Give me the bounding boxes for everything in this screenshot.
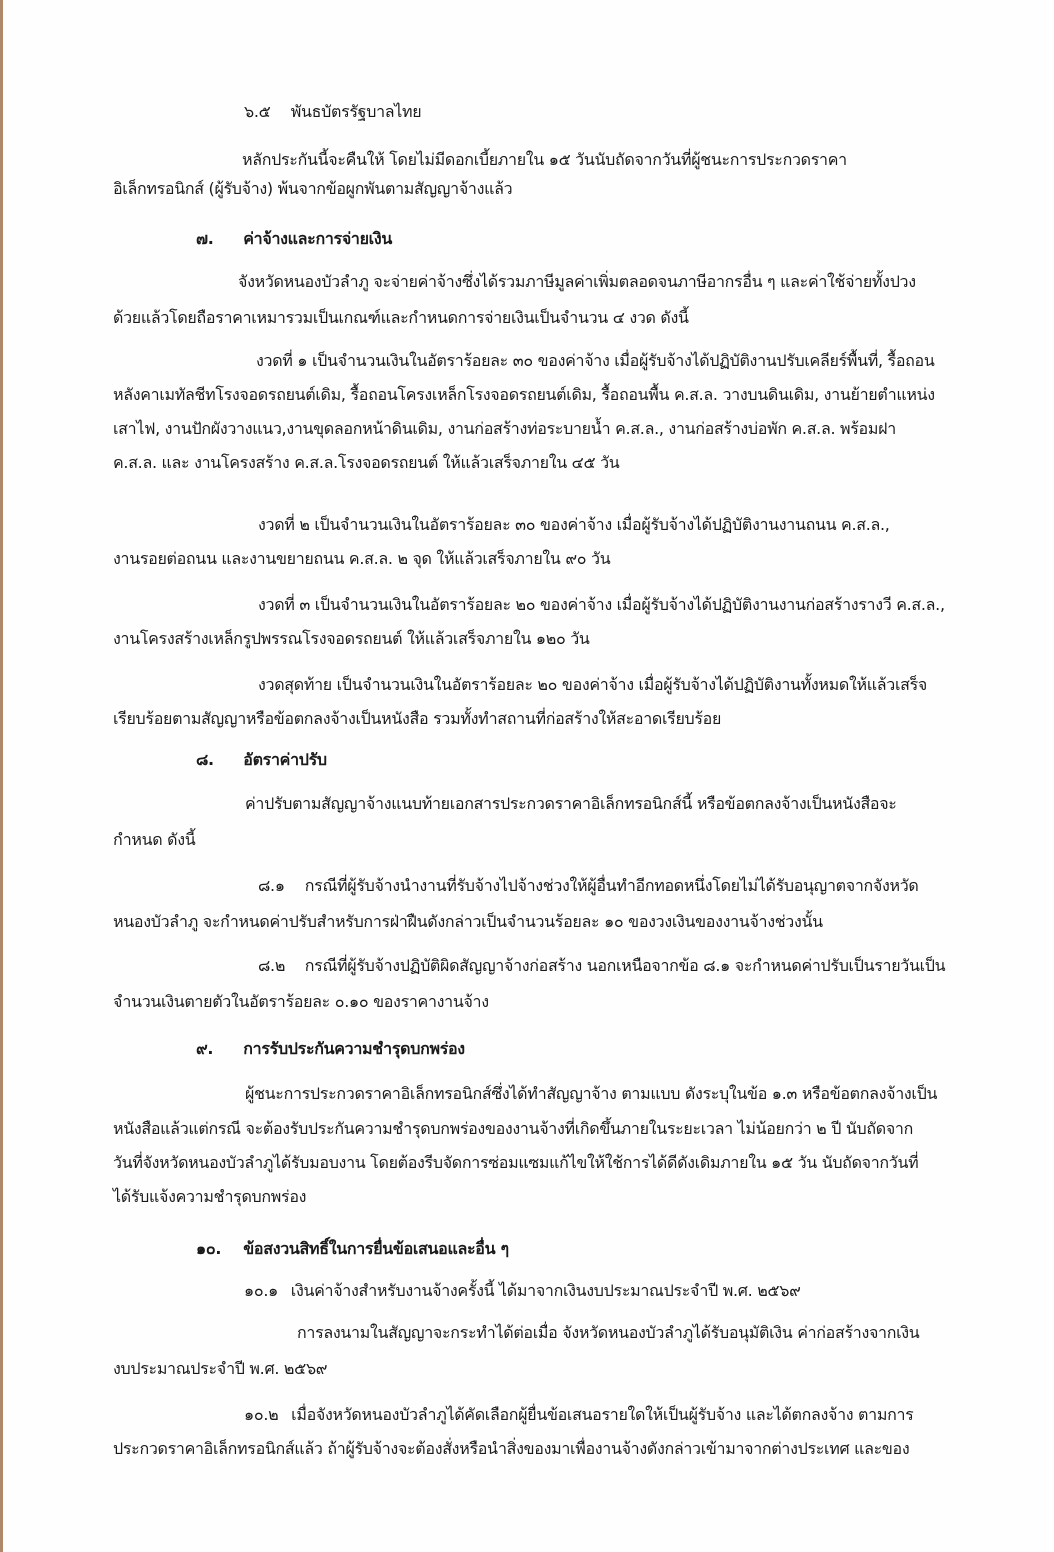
- paragraph-line: จังหวัดหนองบัวลำภู จะจ่ายค่าจ้างซึ่งได้รวมภาษีมูลค่าเพิ่มตลอดจนภาษีอากรอื่น ๆ และค่าใช้จ่ายทั้งปวง: [238, 272, 916, 291]
- section-number: ๙.: [196, 1039, 214, 1058]
- section-number: ๑๐.: [196, 1239, 222, 1258]
- section-8-1: [258, 875, 919, 897]
- paragraph-line: งวดที่ ๒ เป็นจำนวนเงินในอัตราร้อยละ ๓๐ ของค่าจ้าง เมื่อผู้รับจ้างได้ปฏิบัติงานงานถนน ค.ส.ล.,: [258, 515, 890, 534]
- paragraph-line: กำหนด ดังนี้: [113, 830, 196, 849]
- section-number: ๖.๕: [244, 102, 271, 121]
- paragraph-line: กรณีที่ผู้รับจ้างปฏิบัติผิดสัญญาจ้างก่อสร้าง นอกเหนือจากข้อ ๘.๑ จะกำหนดค่าปรับเป็นรายวันเป็น: [304, 956, 946, 975]
- paragraph-line: ค.ส.ล. และ งานโครงสร้าง ค.ส.ล.โรงจอดรถยนต์ ให้แล้วเสร็จภายใน ๔๕ วัน: [113, 453, 620, 472]
- section-10-2: [244, 1404, 913, 1426]
- paragraph-line: งบประมาณประจำปี พ.ศ. ๒๕๖๙: [113, 1359, 328, 1378]
- section-10-1: [244, 1280, 801, 1302]
- paragraph-line: หลักประกันนี้จะคืนให้ โดยไม่มีดอกเบี้ยภายใน ๑๕ วันนับถัดจากวันที่ผู้ชนะการประกวดราคา: [242, 150, 847, 169]
- section-9-heading: [196, 1038, 465, 1060]
- section-number: ๑๐.๒: [244, 1405, 279, 1424]
- section-8-heading: [196, 749, 327, 771]
- section-8-2: [258, 955, 945, 977]
- paragraph-line: จำนวนเงินตายตัวในอัตราร้อยละ ๐.๑๐ ของราคางานจ้าง: [113, 992, 489, 1011]
- paragraph-line: งานโครงสร้างเหล็กรูปพรรณโรงจอดรถยนต์ ให้แล้วเสร็จภายใน ๑๒๐ วัน: [113, 629, 590, 648]
- section-title: พันธบัตรรัฐบาลไทย: [290, 102, 422, 121]
- section-number: ๘.๒: [258, 956, 286, 975]
- section-7-heading: [196, 228, 392, 250]
- paragraph-line: อิเล็กทรอนิกส์ (ผู้รับจ้าง) พ้นจากข้อผูกพันตามสัญญาจ้างแล้ว: [113, 179, 513, 198]
- paragraph-line: งวดสุดท้าย เป็นจำนวนเงินในอัตราร้อยละ ๒๐ ของค่าจ้าง เมื่อผู้รับจ้างได้ปฏิบัติงานทั้งหมดให้แล้วเสร็จ: [258, 675, 927, 694]
- section-title: ข้อสงวนสิทธิ์ในการยื่นข้อเสนอและอื่น ๆ: [243, 1239, 509, 1258]
- section-10-heading: [196, 1238, 509, 1260]
- paragraph-line: งวดที่ ๓ เป็นจำนวนเงินในอัตราร้อยละ ๒๐ ของค่าจ้าง เมื่อผู้รับจ้างได้ปฏิบัติงานงานก่อสร้างรางวี ค.ส.ล.,: [258, 595, 945, 614]
- paragraph-line: เรียบร้อยตามสัญญาหรือข้อตกลงจ้างเป็นหนังสือ รวมทั้งทำสถานที่ก่อสร้างให้สะอาดเรียบร้อย: [113, 709, 722, 728]
- paragraph-line: เงินค่าจ้างสำหรับงานจ้างครั้งนี้ ได้มาจากเงินงบประมาณประจำปี พ.ศ. ๒๕๖๙: [290, 1281, 801, 1300]
- paragraph-line: กรณีที่ผู้รับจ้างนำงานที่รับจ้างไปจ้างช่วงให้ผู้อื่นทำอีกทอดหนึ่งโดยไม่ได้รับอนุญาตจากจังหวัด: [304, 876, 919, 895]
- paragraph-line: เสาไฟ, งานปักผังวางแนว,งานขุดลอกหน้าดินเดิม, งานก่อสร้างท่อระบายน้ำ ค.ส.ล., งานก่อสร้างบ่อพัก ค.ส.ล. พร้อมฝา: [113, 419, 896, 438]
- paragraph-line: ผู้ชนะการประกวดราคาอิเล็กทรอนิกส์ซึ่งได้ทำสัญญาจ้าง ตามแบบ ดังระบุในข้อ ๑.๓ หรือข้อตกลงจ้างเป็น: [245, 1084, 938, 1103]
- paragraph-line: งานรอยต่อถนน และงานขยายถนน ค.ส.ล. ๒ จุด ให้แล้วเสร็จภายใน ๙๐ วัน: [113, 549, 611, 568]
- paragraph-line: ประกวดราคาอิเล็กทรอนิกส์แล้ว ถ้าผู้รับจ้างจะต้องสั่งหรือนำสิ่งของมาเพื่องานจ้างดังกล่าวเข้ามาจากต่างประเทศ และของ: [113, 1439, 910, 1458]
- section-number: ๘.๑: [258, 876, 285, 895]
- section-title: ค่าจ้างและการจ่ายเงิน: [243, 229, 392, 248]
- paragraph-line: วันที่จังหวัดหนองบัวลำภูได้รับมอบงาน โดยต้องรีบจัดการซ่อมแซมแก้ไขให้ใช้การได้ดีดังเดิมภายใน ๑๕ วัน นับถัดจากวันที่: [113, 1153, 919, 1172]
- section-number: ๗.: [196, 229, 214, 248]
- paragraph-line: หนองบัวลำภู จะกำหนดค่าปรับสำหรับการฝ่าฝืนดังกล่าวเป็นจำนวนร้อยละ ๑๐ ของวงเงินของงานจ้างช่วงนั้น: [113, 912, 823, 931]
- section-title: อัตราค่าปรับ: [243, 750, 327, 769]
- paragraph-line: ด้วยแล้วโดยถือราคาเหมารวมเป็นเกณฑ์และกำหนดการจ่ายเงินเป็นจำนวน ๔ งวด ดังนี้: [113, 308, 689, 327]
- section-6-5-heading: [244, 101, 421, 123]
- paragraph-line: หลังคาเมทัลชีทโรงจอดรถยนต์เดิม, รื้อถอนโครงเหล็กโรงจอดรถยนต์เดิม, รื้อถอนพื้น ค.ส.ล. วางบนดินเดิม, งานย้ายตำแหน่ง: [113, 385, 935, 404]
- paragraph-line: ได้รับแจ้งความชำรุดบกพร่อง: [113, 1187, 307, 1206]
- scan-edge: [0, 0, 3, 1552]
- paragraph-line: เมื่อจังหวัดหนองบัวลำภูได้คัดเลือกผู้ยื่นข้อเสนอรายใดให้เป็นผู้รับจ้าง และได้ตกลงจ้าง ตามการ: [291, 1405, 914, 1424]
- paragraph-line: ค่าปรับตามสัญญาจ้างแนบท้ายเอกสารประกวดราคาอิเล็กทรอนิกส์นี้ หรือข้อตกลงจ้างเป็นหนังสือจะ: [245, 794, 897, 813]
- paragraph-line: หนังสือแล้วแต่กรณี จะต้องรับประกันความชำรุดบกพร่องของงานจ้างที่เกิดขึ้นภายในระยะเวลา ไม่น้อยกว่า ๒ ปี นับถัดจาก: [113, 1119, 913, 1138]
- paragraph-line: งวดที่ ๑ เป็นจำนวนเงินในอัตราร้อยละ ๓๐ ของค่าจ้าง เมื่อผู้รับจ้างได้ปฏิบัติงานปรับเคลียร์พื้นที่, รื้อถอน: [256, 351, 935, 370]
- section-number: ๑๐.๑: [244, 1281, 278, 1300]
- paragraph-line: การลงนามในสัญญาจะกระทำได้ต่อเมื่อ จังหวัดหนองบัวลำภูได้รับอนุมัติเงิน ค่าก่อสร้างจากเงิน: [297, 1323, 920, 1342]
- section-number: ๘.: [196, 750, 214, 769]
- section-title: การรับประกันความชำรุดบกพร่อง: [243, 1039, 465, 1058]
